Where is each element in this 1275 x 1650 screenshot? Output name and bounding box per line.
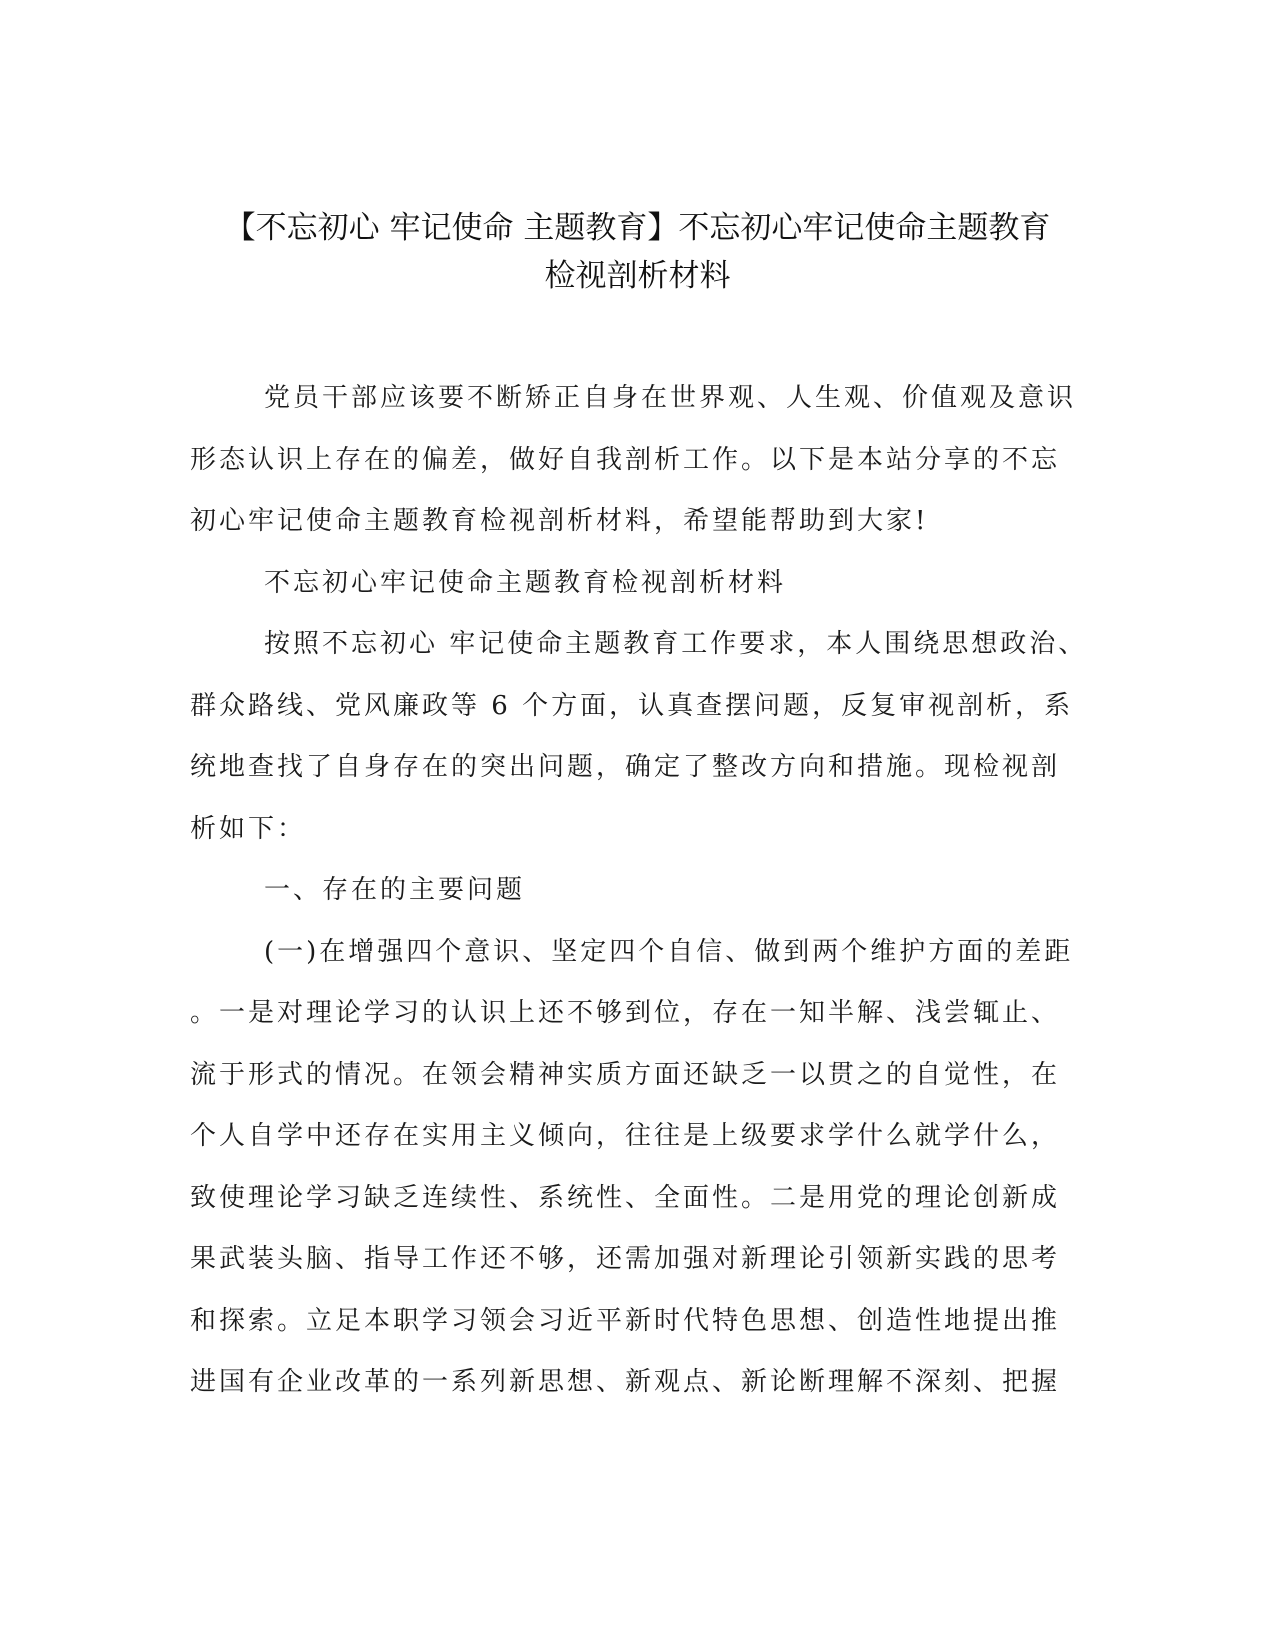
body-line: 按照不忘初心 牢记使命主题教育工作要求，本人围绕思想政治、 [264,629,1088,659]
body-line: 和探索。立足本职学习领会习近平新时代特色思想、创造性地提出推 [190,1305,1061,1336]
body-line: 群众路线、党风廉政等 6 个方面，认真查摆问题，反复审视剖析，系 [190,690,1074,721]
body-line: 果武装头脑、指导工作还不够，还需加强对新理论引领新实践的思考 [190,1244,1061,1274]
body-line: 统地查找了自身存在的突出问题，确定了整改方向和措施。现检视剖 [190,752,1061,782]
body-line: 进国有企业改革的一系列新思想、新观点、新论断理解不深刻、把握 [190,1367,1061,1397]
body-line: 不忘初心牢记使命主题教育检视剖析材料 [264,567,787,598]
body-line: 致使理论学习缺乏连续性、系统性、全面性。二是用党的理论创新成 [190,1182,1061,1213]
body-line: 一、存在的主要问题 [264,875,526,905]
body-line: 个人自学中还存在实用主义倾向，往往是上级要求学什么就学什么， [190,1121,1061,1151]
body-line: 析如下： [190,813,307,844]
body-line: 形态认识上存在的偏差，做好自我剖析工作。以下是本站分享的不忘 [190,444,1061,475]
title-line-2: 检视剖析材料 [544,258,731,294]
body-line: 党员干部应该要不断矫正自身在世界观、人生观、价值观及意识 [264,383,1077,413]
body-line: 。一是对理论学习的认识上还不够到位，存在一知半解、浅尝辄止、 [190,998,1061,1028]
body-line: 流于形式的情况。在领会精神实质方面还缺乏一以贯之的自觉性，在 [190,1059,1061,1090]
document-body [190,368,1088,1414]
document-title [140,204,1135,300]
body-line: (一)在增强四个意识、坚定四个自信、做到两个维护方面的差距 [264,936,1074,967]
body-line: 初心牢记使命主题教育检视剖析材料，希望能帮助到大家! [190,506,929,536]
title-line-1: 【不忘初心 牢记使命 主题教育】不忘初心牢记使命主题教育 [224,210,1051,246]
